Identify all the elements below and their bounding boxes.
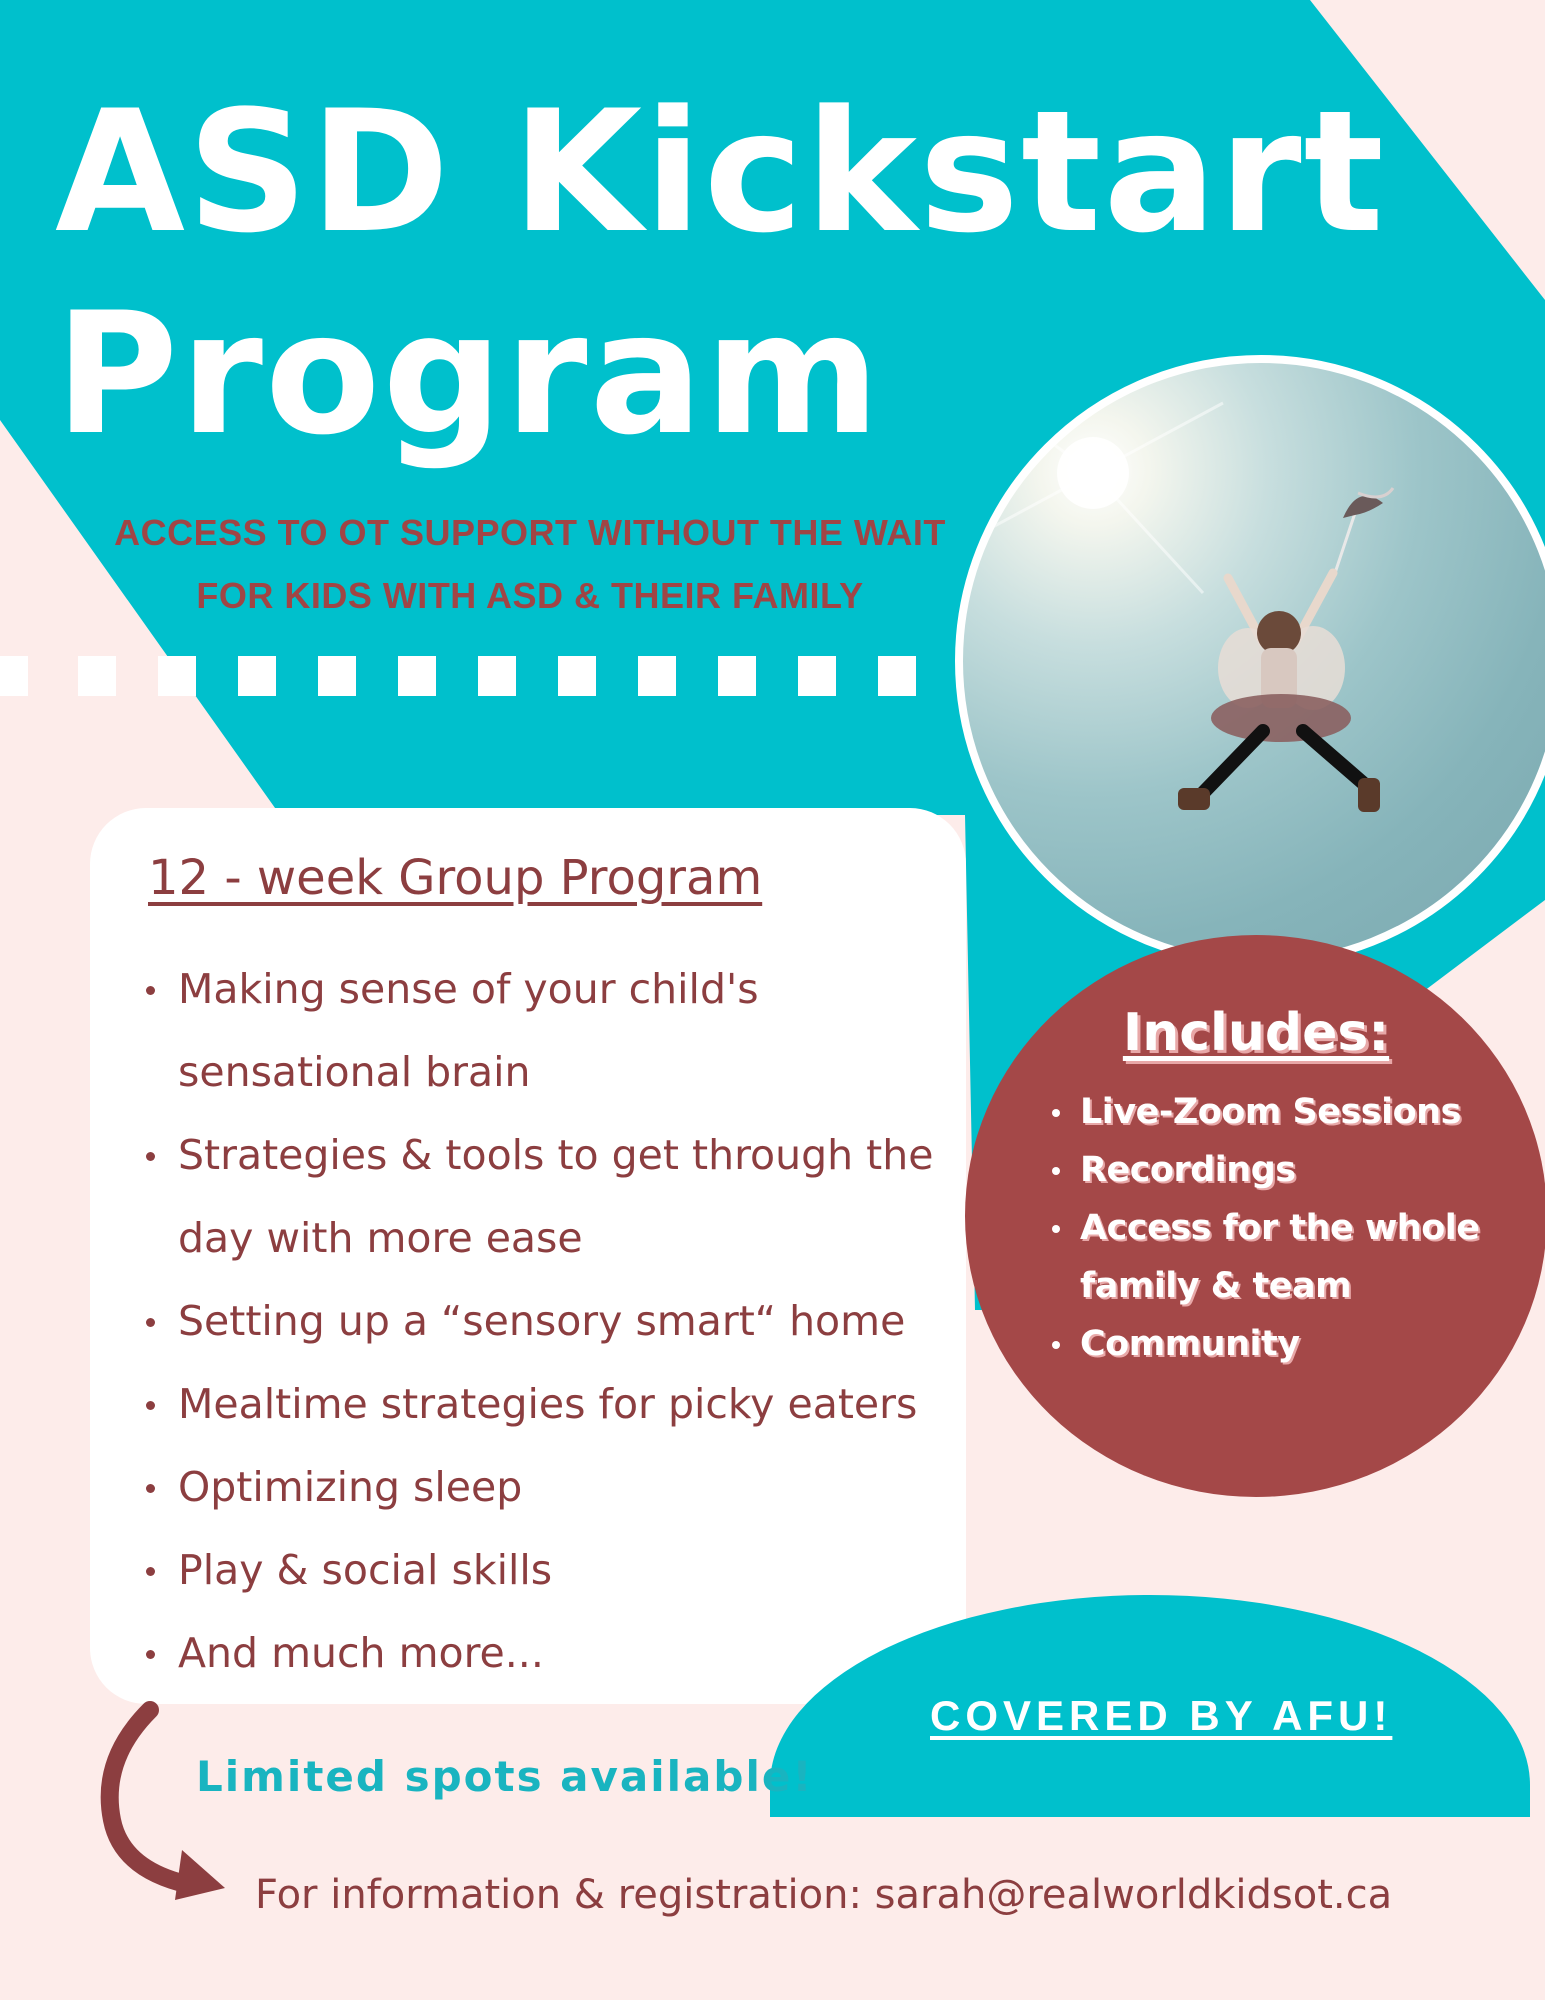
title-line-2: Program	[55, 276, 882, 472]
list-item: Access for the whole family & team	[1080, 1199, 1540, 1315]
list-item: Mealtime strategies for picky eaters	[178, 1363, 968, 1446]
divider-dash	[398, 656, 436, 696]
subtitle-line-1: ACCESS TO OT SUPPORT WITHOUT THE WAIT	[114, 512, 946, 553]
list-item: Play & social skills	[178, 1529, 968, 1612]
subtitle-line-2: FOR KIDS WITH ASD & THEIR FAMILY	[196, 575, 864, 616]
jumping-girl-photo	[955, 355, 1545, 967]
list-item: Making sense of your child's sensational brain	[178, 948, 968, 1114]
divider-dash	[798, 656, 836, 696]
includes-circle	[965, 935, 1545, 1497]
divider-dash	[478, 656, 516, 696]
includes-list	[965, 1083, 1540, 1373]
list-item: Live-Zoom Sessions	[1080, 1083, 1540, 1141]
divider-dash	[318, 656, 356, 696]
divider-dash	[638, 656, 676, 696]
divider-dash	[238, 656, 276, 696]
divider-dash	[878, 656, 916, 696]
divider-dash	[558, 656, 596, 696]
list-item: Recordings	[1080, 1141, 1540, 1199]
list-item: Strategies & tools to get through the day with more ease	[178, 1114, 968, 1280]
list-item: Setting up a “sensory smart“ home	[178, 1280, 968, 1363]
divider-dash	[78, 656, 116, 696]
title-line-1: ASD Kickstart	[55, 74, 1386, 270]
list-item: Optimizing sleep	[178, 1446, 968, 1529]
list-item: Community	[1080, 1315, 1540, 1373]
divider-dash	[718, 656, 756, 696]
list-item: And much more...	[178, 1612, 968, 1695]
includes-heading: Includes:	[1122, 1003, 1390, 1063]
program-card	[90, 808, 966, 1704]
covered-text: COVERED BY AFU!	[930, 1692, 1393, 1739]
limited-spots-text: Limited spots available!	[196, 1752, 814, 1801]
divider-dash	[0, 656, 28, 696]
divider-dash	[158, 656, 196, 696]
program-list	[90, 948, 968, 1695]
program-heading: 12 - week Group Program	[148, 850, 763, 906]
contact-text: For information & registration: sarah@realworldkidsot.ca	[255, 1872, 1393, 1918]
girl-illustration	[963, 363, 1545, 959]
